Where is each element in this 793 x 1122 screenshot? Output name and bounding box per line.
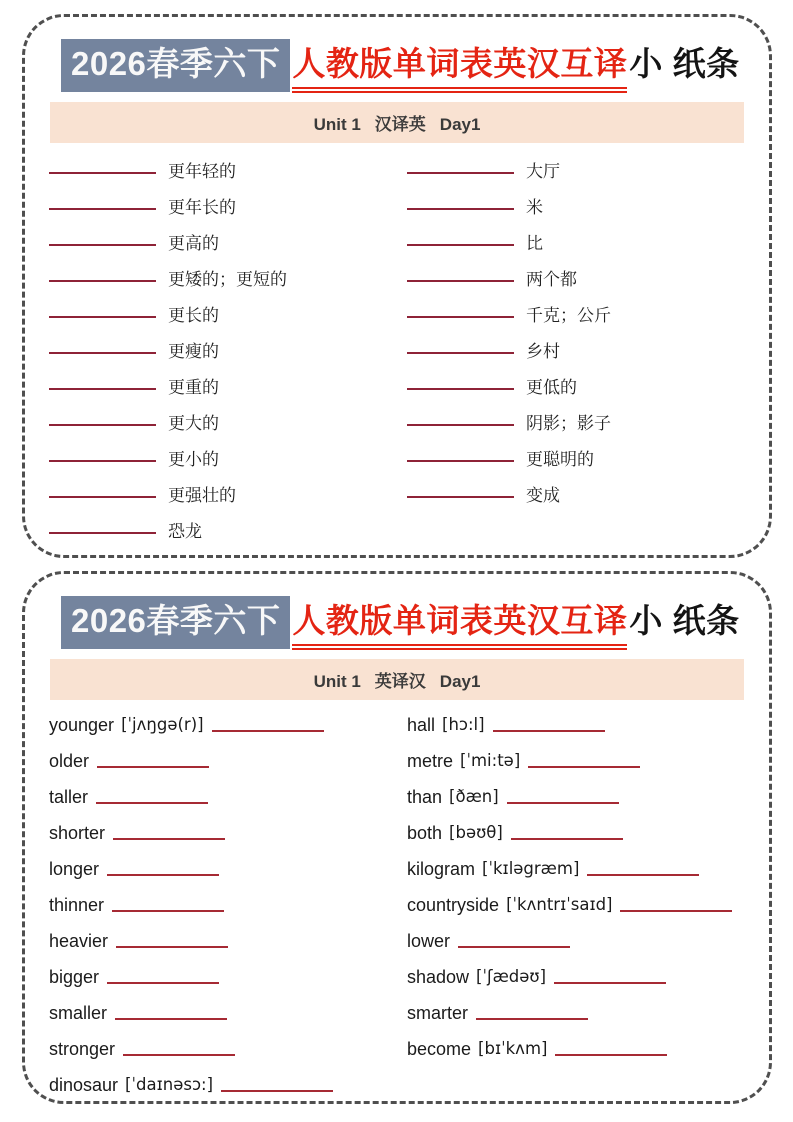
title-highlight: 人教版单词表英汉互译 — [292, 600, 627, 650]
direction-label: 汉译英 — [374, 114, 426, 134]
answer-blank — [407, 351, 514, 354]
answer-blank — [49, 243, 156, 246]
word-row — [49, 705, 397, 741]
answer-blank — [49, 495, 156, 498]
answer-blank — [96, 801, 208, 804]
word-row — [49, 885, 397, 921]
english-word: thinner — [49, 894, 105, 915]
chinese-word: 更高的 — [168, 233, 219, 253]
word-row — [49, 508, 397, 544]
title-grade-chip: 2026春季六下 — [61, 596, 290, 649]
word-row — [49, 849, 397, 885]
word-row — [407, 705, 745, 741]
english-word: heavier — [49, 930, 109, 951]
english-word: metre — [407, 750, 454, 771]
worksheet-title — [49, 596, 745, 650]
answer-blank — [49, 171, 156, 174]
word-row — [49, 777, 397, 813]
word-row — [407, 472, 745, 508]
answer-blank — [113, 837, 225, 840]
word-list-right — [397, 148, 745, 544]
day-label: Day1 — [439, 114, 481, 134]
word-list-left — [49, 148, 397, 544]
word-row — [407, 885, 745, 921]
english-word: longer — [49, 858, 100, 879]
word-row — [49, 993, 397, 1029]
answer-blank — [407, 315, 514, 318]
answer-blank — [458, 945, 570, 948]
word-row — [49, 328, 397, 364]
word-row — [49, 957, 397, 993]
word-row — [407, 921, 745, 957]
english-word: become — [407, 1038, 472, 1059]
english-word: taller — [49, 786, 89, 807]
unit-label: Unit 1 — [313, 114, 361, 134]
word-row — [407, 292, 745, 328]
word-row — [49, 741, 397, 777]
answer-blank — [49, 351, 156, 354]
word-row — [49, 436, 397, 472]
answer-blank — [49, 207, 156, 210]
chinese-word: 更矮的；更短的 — [168, 269, 287, 289]
chinese-word: 更长的 — [168, 305, 219, 325]
english-word: shorter — [49, 822, 106, 843]
answer-blank — [116, 945, 228, 948]
chinese-word: 两个都 — [526, 269, 577, 289]
chinese-word: 更大的 — [168, 413, 219, 433]
word-row — [49, 148, 397, 184]
word-row — [49, 813, 397, 849]
title-suffix: 小 纸条 — [629, 602, 740, 639]
answer-blank — [407, 243, 514, 246]
chinese-word: 乡村 — [526, 341, 560, 361]
title-grade-chip: 2026春季六下 — [61, 39, 290, 92]
answer-blank — [555, 1053, 667, 1056]
direction-label: 英译汉 — [374, 671, 426, 691]
unit-label: Unit 1 — [313, 671, 361, 691]
answer-blank — [49, 387, 156, 390]
word-row — [49, 1065, 397, 1101]
word-row — [49, 400, 397, 436]
answer-blank — [115, 1017, 227, 1020]
answer-blank — [407, 387, 514, 390]
word-row — [407, 184, 745, 220]
answer-blank — [620, 909, 732, 912]
phonetic: [ˈjʌŋgə(r)] — [121, 715, 204, 735]
english-word: smarter — [407, 1002, 469, 1023]
word-row — [49, 220, 397, 256]
answer-blank — [49, 279, 156, 282]
chinese-word: 更重的 — [168, 377, 219, 397]
word-row — [49, 292, 397, 328]
chinese-word: 大厅 — [526, 161, 560, 181]
answer-blank — [212, 729, 324, 732]
phonetic: [bəʊθ] — [449, 823, 503, 843]
answer-blank — [511, 837, 623, 840]
word-row — [407, 220, 745, 256]
phonetic: [hɔ:l] — [442, 715, 485, 735]
answer-blank — [97, 765, 209, 768]
word-row — [49, 184, 397, 220]
english-word: than — [407, 786, 443, 807]
english-word: kilogram — [407, 858, 476, 879]
word-columns — [49, 148, 745, 544]
word-row — [407, 1029, 745, 1065]
english-word: bigger — [49, 966, 100, 987]
word-row — [407, 849, 745, 885]
worksheet-title — [49, 39, 745, 93]
worksheet-card-en-to-cn — [22, 571, 772, 1104]
chinese-word: 更年长的 — [168, 197, 236, 217]
english-word: younger — [49, 714, 115, 735]
unit-banner — [50, 102, 744, 143]
word-row — [407, 364, 745, 400]
phonetic: [ˈʃædəʊ] — [476, 967, 547, 987]
english-word: both — [407, 822, 443, 843]
word-row — [407, 148, 745, 184]
word-row — [407, 436, 745, 472]
phonetic: [ˈdaɪnəsɔ:] — [125, 1075, 214, 1095]
answer-blank — [587, 873, 699, 876]
word-list-right — [397, 705, 745, 1101]
answer-blank — [407, 171, 514, 174]
phonetic: [ˈmi:tə] — [460, 751, 521, 771]
english-word: older — [49, 750, 90, 771]
word-row — [49, 921, 397, 957]
word-row — [49, 1029, 397, 1065]
english-word: smaller — [49, 1002, 108, 1023]
word-row — [407, 957, 745, 993]
word-row — [407, 993, 745, 1029]
english-word: stronger — [49, 1038, 116, 1059]
day-label: Day1 — [439, 671, 481, 691]
english-word: hall — [407, 714, 436, 735]
answer-blank — [112, 909, 224, 912]
chinese-word: 更年轻的 — [168, 161, 236, 181]
answer-blank — [49, 459, 156, 462]
chinese-word: 变成 — [526, 485, 560, 505]
word-row — [407, 813, 745, 849]
title-highlight: 人教版单词表英汉互译 — [292, 43, 627, 93]
phonetic: [ˈkʌntrɪˈsaɪd] — [506, 895, 613, 915]
title-suffix: 小 纸条 — [629, 45, 740, 82]
answer-blank — [107, 873, 219, 876]
answer-blank — [507, 801, 619, 804]
chinese-word: 米 — [526, 197, 543, 217]
word-row — [49, 472, 397, 508]
answer-blank — [107, 981, 219, 984]
word-row — [49, 364, 397, 400]
worksheet-card-cn-to-en — [22, 14, 772, 558]
answer-blank — [493, 729, 605, 732]
english-word: lower — [407, 930, 451, 951]
chinese-word: 更低的 — [526, 377, 577, 397]
chinese-word: 更聪明的 — [526, 449, 594, 469]
word-columns — [49, 705, 745, 1101]
answer-blank — [407, 495, 514, 498]
chinese-word: 更强壮的 — [168, 485, 236, 505]
unit-banner — [50, 659, 744, 700]
chinese-word: 更瘦的 — [168, 341, 219, 361]
answer-blank — [49, 531, 156, 534]
answer-blank — [123, 1053, 235, 1056]
chinese-word: 千克；公斤 — [526, 305, 611, 325]
chinese-word: 恐龙 — [168, 521, 202, 541]
word-row — [407, 328, 745, 364]
answer-blank — [407, 279, 514, 282]
answer-blank — [407, 459, 514, 462]
english-word: shadow — [407, 966, 470, 987]
word-row — [407, 400, 745, 436]
answer-blank — [554, 981, 666, 984]
word-row — [407, 256, 745, 292]
chinese-word: 比 — [526, 233, 543, 253]
phonetic: [ðæn] — [449, 787, 499, 807]
chinese-word: 更小的 — [168, 449, 219, 469]
word-row — [407, 777, 745, 813]
english-word: countryside — [407, 894, 500, 915]
answer-blank — [528, 765, 640, 768]
phonetic: [ˈkɪləgræm] — [482, 859, 580, 879]
answer-blank — [407, 207, 514, 210]
word-row — [49, 256, 397, 292]
answer-blank — [407, 423, 514, 426]
chinese-word: 阴影；影子 — [526, 413, 611, 433]
answer-blank — [49, 423, 156, 426]
answer-blank — [476, 1017, 588, 1020]
answer-blank — [221, 1089, 333, 1092]
answer-blank — [49, 315, 156, 318]
english-word: dinosaur — [49, 1074, 119, 1095]
word-row — [407, 741, 745, 777]
word-list-left — [49, 705, 397, 1101]
phonetic: [bɪˈkʌm] — [478, 1039, 548, 1059]
